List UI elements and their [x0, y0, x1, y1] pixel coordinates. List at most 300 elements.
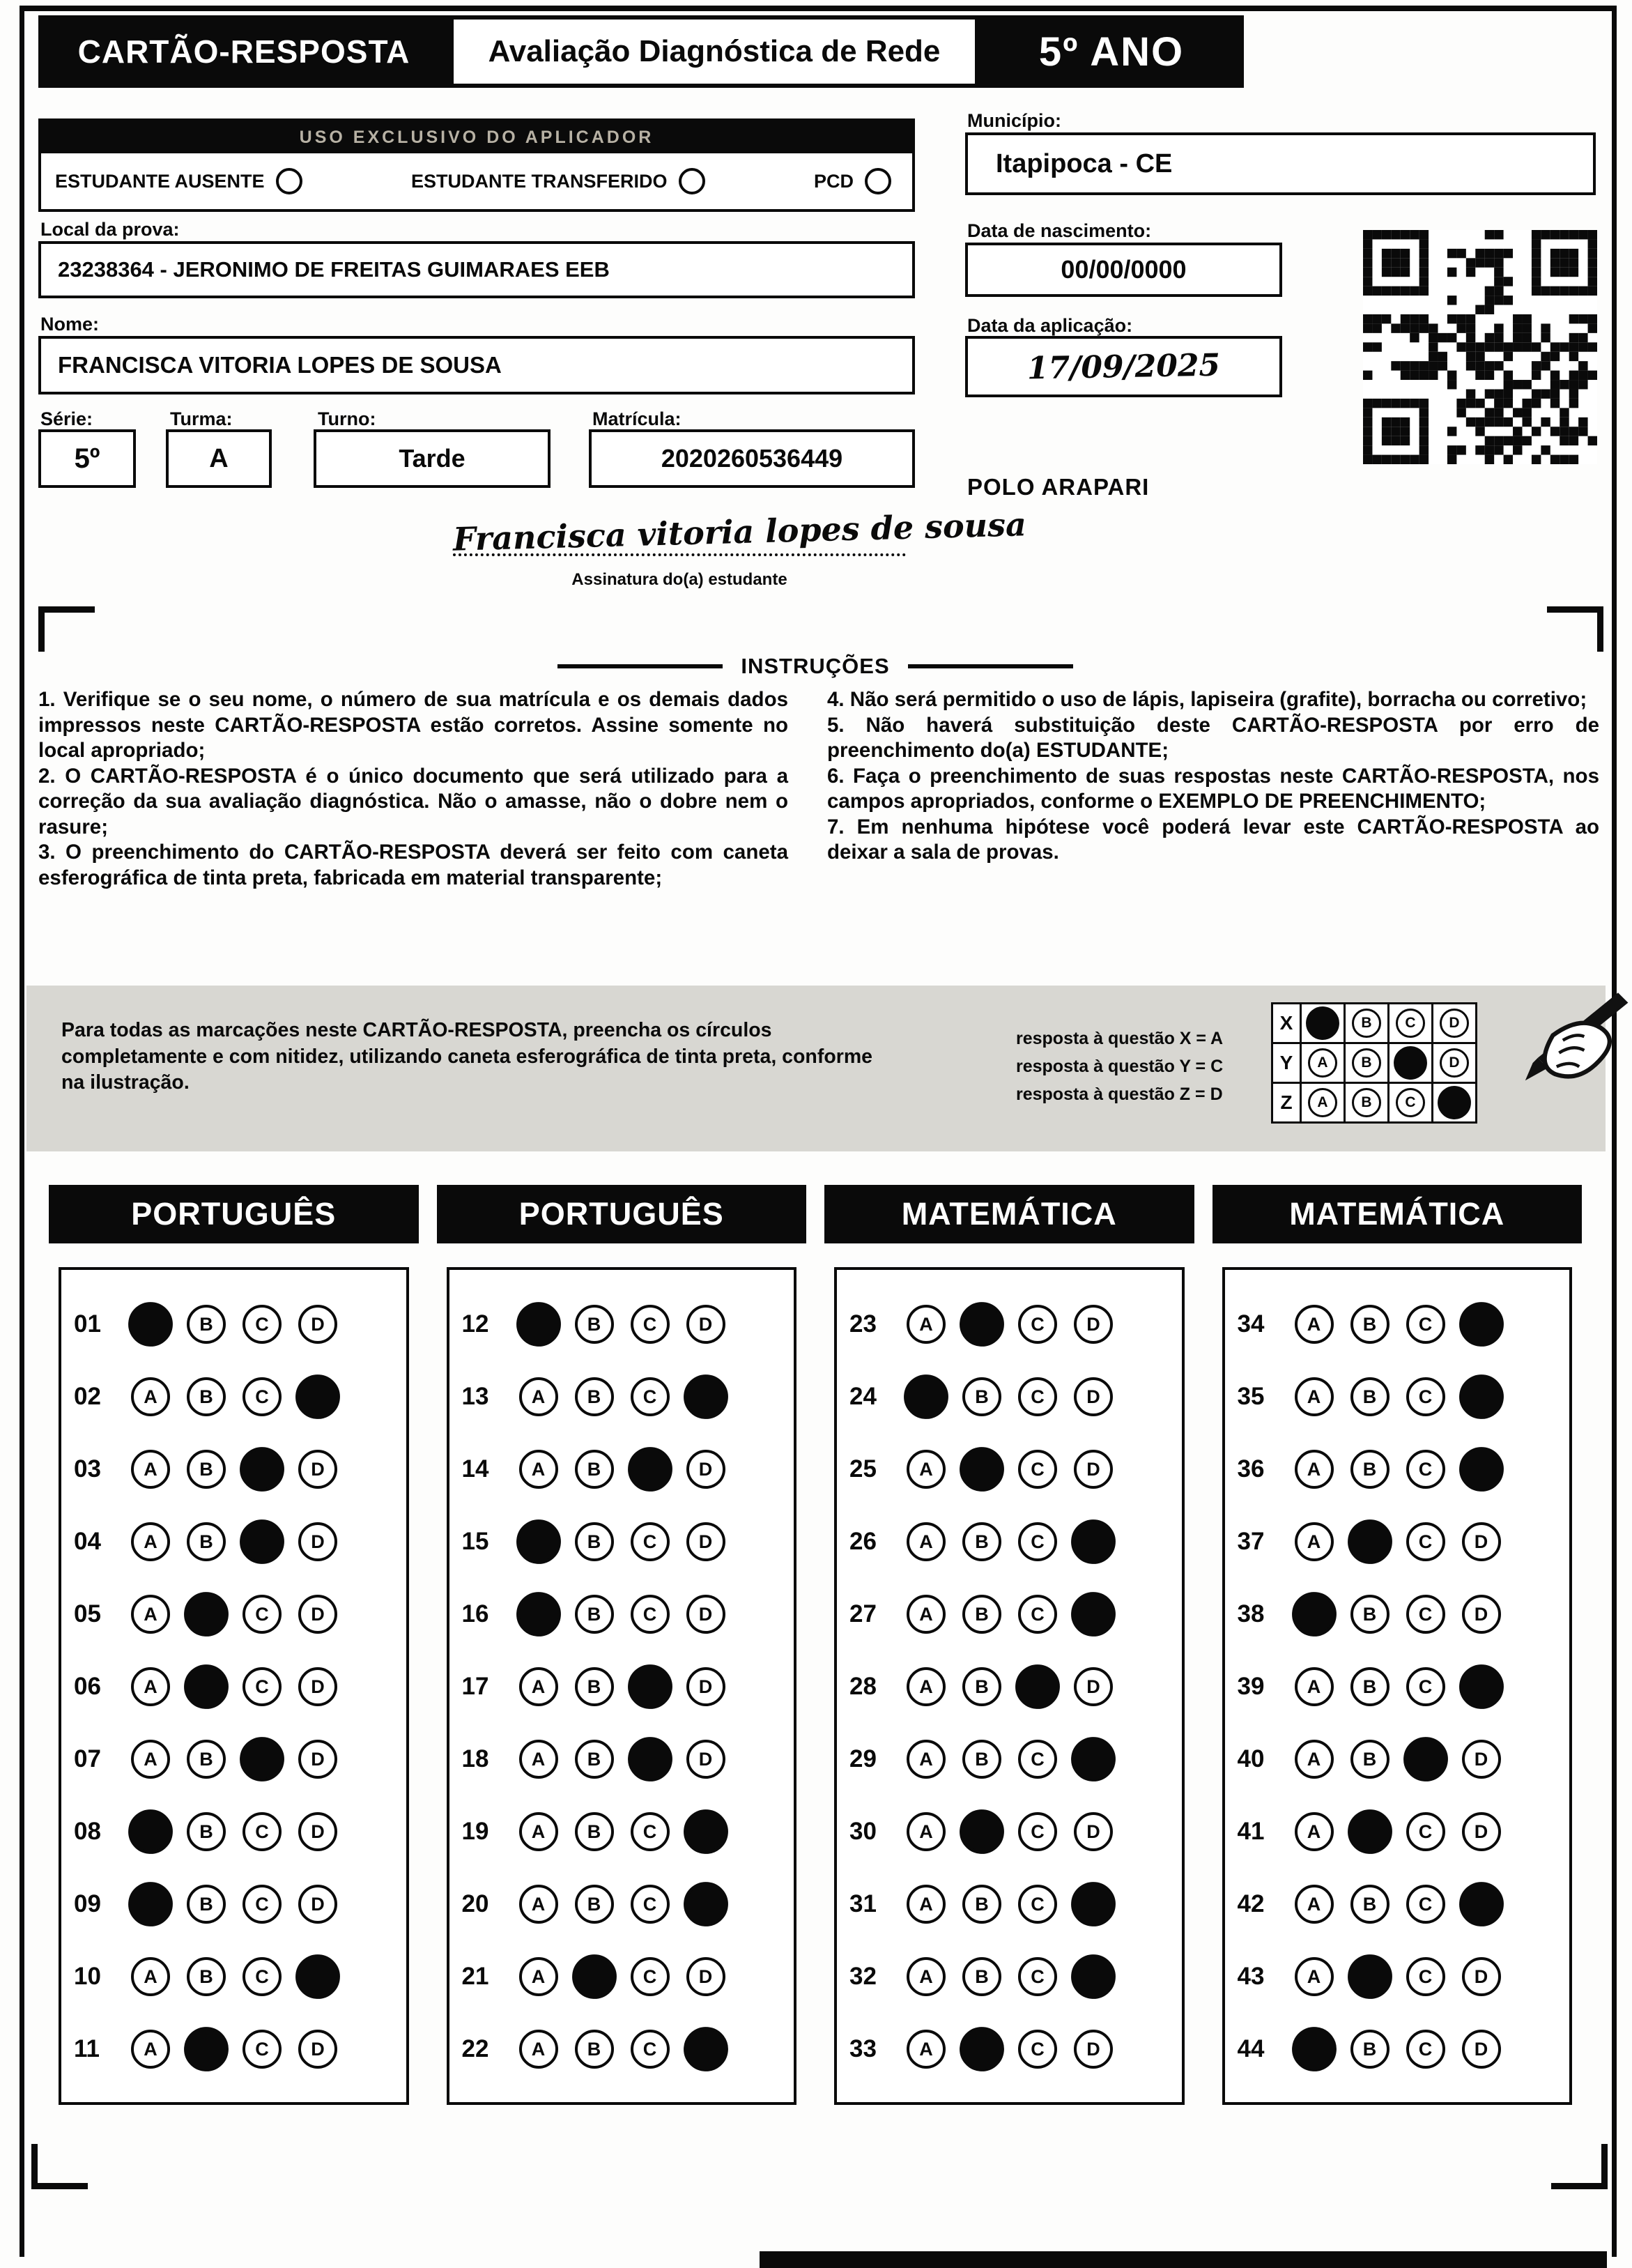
answer-bubble-A[interactable]: A [1295, 1740, 1334, 1779]
answer-bubble-D[interactable]: D [1462, 1812, 1501, 1851]
answer-bubble-D[interactable]: D [1462, 1957, 1501, 1996]
answer-bubble-C[interactable]: C [1406, 1812, 1445, 1851]
question-row [849, 1361, 1182, 1433]
answer-bubble-B[interactable]: B [1350, 2030, 1389, 2069]
question-number: 15 [461, 1528, 489, 1555]
answer-bubble-B[interactable]: B [1350, 1450, 1389, 1489]
example-bubble-D[interactable]: D [1440, 1009, 1469, 1038]
answer-bubble-A[interactable]: A [907, 1885, 946, 1924]
applicator-option-circle[interactable] [679, 168, 705, 194]
answer-bubble-C[interactable] [1401, 1735, 1449, 1783]
answer-bubble-A[interactable]: A [1295, 1450, 1334, 1489]
answer-bubble-A[interactable]: A [1295, 1522, 1334, 1561]
question-row [74, 2013, 406, 2085]
answer-bubble-B[interactable] [1346, 1517, 1394, 1565]
answer-grid [834, 1267, 1185, 2105]
answer-bubble-D[interactable]: D [686, 1957, 725, 1996]
question-row [74, 1723, 406, 1795]
answer-bubble-A[interactable]: A [1295, 1305, 1334, 1344]
instruction-item: 7. Em nenhuma hipótese você poderá levar este CARTÃO-RESPOSTA ao deixar a sala de provas. [827, 815, 1599, 864]
answer-bubble-A[interactable]: A [907, 1595, 946, 1634]
question-row [74, 1361, 406, 1433]
answer-bubble-A[interactable] [1290, 1590, 1338, 1638]
answer-bubble-B[interactable]: B [962, 1377, 1001, 1416]
answer-bubble-A[interactable]: A [519, 1740, 558, 1779]
answer-bubble-B[interactable] [182, 2025, 230, 2073]
answer-bubble-C[interactable]: C [243, 1305, 282, 1344]
answer-bubble-C[interactable]: C [631, 2030, 670, 2069]
answer-bubble-D[interactable]: D [298, 1667, 337, 1706]
question-row [1238, 1940, 1570, 2013]
applicator-option-circle[interactable] [865, 168, 891, 194]
applicator-box-title: USO EXCLUSIVO DO APLICADOR [41, 121, 912, 153]
answer-bubble-C[interactable] [626, 1735, 674, 1783]
example-legend [1016, 1025, 1223, 1108]
answer-bubble-B[interactable] [1346, 1952, 1394, 2000]
answer-bubble-A[interactable]: A [1295, 1812, 1334, 1851]
question-number: 33 [849, 2035, 877, 2062]
answer-bubble-D[interactable]: D [298, 1812, 337, 1851]
answer-bubble-B[interactable]: B [187, 1885, 226, 1924]
answer-bubble-A[interactable]: A [519, 1377, 558, 1416]
answer-bubble-D[interactable]: D [1462, 1740, 1501, 1779]
answer-section [1213, 1185, 1583, 2105]
answer-bubble-A[interactable] [126, 1300, 174, 1348]
question-number: 12 [461, 1310, 489, 1338]
answer-bubble-A[interactable]: A [907, 1740, 946, 1779]
answer-bubble-B[interactable]: B [1350, 1885, 1389, 1924]
answer-bubble-B[interactable]: B [962, 1885, 1001, 1924]
answer-bubble-D[interactable]: D [686, 1522, 725, 1561]
answer-bubble-A[interactable]: A [131, 1595, 170, 1634]
answer-bubble-A[interactable]: A [131, 1667, 170, 1706]
answer-bubble-D[interactable] [682, 1372, 730, 1420]
answer-bubble-C[interactable]: C [1018, 2030, 1057, 2069]
instruction-item: 5. Não haverá substituição deste CARTÃO-RESPOSTA por erro de preenchimento do(a) ESTUDANTE; [827, 713, 1599, 763]
question-row [74, 1288, 406, 1361]
instruction-item: 4. Não será permitido o uso de lápis, lapiseira (grafite), borracha ou corretivo; [827, 688, 1587, 711]
example-bubble-A[interactable]: A [1308, 1048, 1337, 1078]
question-number: 16 [461, 1600, 489, 1627]
question-number: 02 [74, 1383, 101, 1410]
answer-bubble-A[interactable]: A [907, 1450, 946, 1489]
answer-bubble-D[interactable] [1457, 1300, 1505, 1348]
answer-bubble-C[interactable]: C [1018, 1305, 1057, 1344]
question-row [74, 1650, 406, 1723]
question-number: 36 [1237, 1455, 1265, 1482]
answer-bubble-A[interactable]: A [131, 1377, 170, 1416]
answer-bubble-B[interactable] [957, 1807, 1006, 1855]
answer-bubble-A[interactable]: A [907, 1957, 946, 1996]
question-number: 05 [74, 1600, 101, 1627]
answer-bubble-B[interactable]: B [187, 1450, 226, 1489]
answer-bubble-B[interactable]: B [1350, 1305, 1389, 1344]
nome-label: Nome: [40, 314, 100, 335]
answer-bubble-C[interactable]: C [1018, 1885, 1057, 1924]
instruction-item: 2. O CARTÃO-RESPOSTA é o único documento que será utilizado para a correção da sua avaliação diagnóstica. Não o amasse, não o dobre nem o rasure; [38, 764, 788, 838]
answer-bubble-C[interactable]: C [1406, 1377, 1445, 1416]
answer-bubble-C[interactable]: C [243, 1377, 282, 1416]
answer-bubble-A[interactable]: A [519, 1885, 558, 1924]
answer-bubble-B[interactable]: B [575, 1377, 614, 1416]
example-row-label: X [1271, 1002, 1302, 1044]
answer-grid [59, 1267, 409, 2105]
answer-bubble-D[interactable]: D [686, 1305, 725, 1344]
answer-bubble-D[interactable] [293, 1372, 341, 1420]
question-number: 10 [74, 1963, 101, 1990]
example-bubble-B[interactable]: B [1352, 1048, 1381, 1078]
crop-mark-top-left [38, 606, 95, 652]
applicator-option-circle[interactable] [276, 168, 302, 194]
question-number: 11 [74, 2035, 100, 2062]
answer-bubble-A[interactable]: A [1295, 1885, 1334, 1924]
answer-bubble-D[interactable]: D [1462, 2030, 1501, 2069]
answer-bubble-A[interactable] [1290, 2025, 1338, 2073]
answer-bubble-A[interactable] [514, 1590, 562, 1638]
answer-section-title: PORTUGUÊS [49, 1185, 419, 1243]
answer-bubble-A[interactable] [126, 1880, 174, 1928]
answer-bubble-B[interactable]: B [962, 1522, 1001, 1561]
answer-bubble-C[interactable]: C [1406, 1595, 1445, 1634]
answer-bubble-A[interactable]: A [131, 1450, 170, 1489]
question-number: 40 [1237, 1745, 1265, 1772]
answer-bubble-B[interactable]: B [187, 1522, 226, 1561]
answer-bubble-D[interactable] [1457, 1662, 1505, 1710]
answer-bubble-C[interactable] [238, 1735, 286, 1783]
answer-bubble-C[interactable]: C [1406, 1305, 1445, 1344]
example-bubble-A[interactable]: A [1308, 1088, 1337, 1117]
answer-bubble-D[interactable]: D [1074, 1812, 1113, 1851]
question-row [462, 1650, 794, 1723]
question-number: 25 [849, 1455, 877, 1482]
answer-bubble-C[interactable]: C [631, 1595, 670, 1634]
answer-bubble-C[interactable]: C [631, 1812, 670, 1851]
question-row [462, 1505, 794, 1578]
question-number: 37 [1237, 1528, 1265, 1555]
answer-bubble-B[interactable]: B [962, 1957, 1001, 1996]
question-row [849, 1650, 1182, 1723]
answer-bubble-C[interactable]: C [631, 1305, 670, 1344]
nascimento-label: Data de nascimento: [967, 220, 1152, 241]
answer-bubble-C[interactable] [626, 1445, 674, 1493]
local-prova-label: Local da prova: [40, 219, 180, 240]
question-row [849, 1505, 1182, 1578]
question-number: 27 [849, 1600, 877, 1627]
question-number: 43 [1237, 1963, 1265, 1990]
header [38, 15, 1244, 88]
answer-bubble-C[interactable]: C [243, 1812, 282, 1851]
answer-bubble-D[interactable] [1069, 1735, 1117, 1783]
crop-mark-bottom-left [31, 2144, 88, 2189]
answer-bubble-B[interactable] [570, 1952, 618, 2000]
answer-bubble-A[interactable]: A [907, 1667, 946, 1706]
fill-example-panel [26, 986, 1606, 1151]
answer-bubble-D[interactable] [1457, 1372, 1505, 1420]
answer-bubble-B[interactable]: B [187, 1305, 226, 1344]
matricula-field: 2020260536449 [589, 429, 915, 488]
answer-bubble-B[interactable]: B [575, 1885, 614, 1924]
answer-bubble-A[interactable] [902, 1372, 950, 1420]
example-legend-line: resposta à questão X = A [1016, 1029, 1224, 1048]
answer-bubble-D[interactable]: D [298, 1885, 337, 1924]
answer-bubble-C[interactable]: C [1406, 1522, 1445, 1561]
question-number: 29 [849, 1745, 877, 1772]
answer-bubble-C[interactable] [626, 1662, 674, 1710]
aplicacao-field [965, 336, 1282, 397]
answer-bubble-C[interactable]: C [243, 1885, 282, 1924]
example-cell [1431, 1002, 1477, 1044]
answer-bubble-D[interactable] [293, 1952, 341, 2000]
answer-section-title: MATEMÁTICA [824, 1185, 1194, 1243]
answer-bubble-A[interactable]: A [907, 2030, 946, 2069]
answer-bubble-C[interactable]: C [631, 1377, 670, 1416]
answers-area [49, 1185, 1582, 2105]
serie-field: 5º [38, 429, 136, 488]
question-row [849, 1433, 1182, 1505]
answer-bubble-B[interactable]: B [1350, 1595, 1389, 1634]
applicator-box [38, 118, 915, 212]
answer-bubble-C[interactable]: C [1018, 1595, 1057, 1634]
answer-bubble-B[interactable]: B [575, 1812, 614, 1851]
answer-bubble-A[interactable]: A [907, 1305, 946, 1344]
answer-bubble-B[interactable]: B [1350, 1377, 1389, 1416]
example-bubble-B[interactable]: B [1352, 1088, 1381, 1117]
example-bubble-B[interactable]: B [1352, 1009, 1381, 1038]
answer-bubble-C[interactable]: C [631, 1522, 670, 1561]
example-bubble-C[interactable]: C [1396, 1009, 1425, 1038]
answer-bubble-D[interactable] [1457, 1880, 1505, 1928]
answer-bubble-D[interactable]: D [1074, 1450, 1113, 1489]
answer-bubble-C[interactable]: C [1406, 1667, 1445, 1706]
answer-bubble-B[interactable]: B [575, 1522, 614, 1561]
answer-bubble-C[interactable]: C [1018, 1377, 1057, 1416]
answer-bubble-A[interactable]: A [131, 1957, 170, 1996]
answer-bubble-B[interactable]: B [1350, 1740, 1389, 1779]
question-row [849, 1940, 1182, 2013]
answer-bubble-C[interactable]: C [631, 1957, 670, 1996]
question-number: 13 [461, 1383, 489, 1410]
answer-bubble-D[interactable] [682, 1807, 730, 1855]
answer-bubble-D[interactable] [1457, 1445, 1505, 1493]
answer-bubble-D[interactable]: D [298, 2030, 337, 2069]
answer-bubble-B[interactable]: B [187, 1740, 226, 1779]
crop-mark-bottom-right [1551, 2144, 1608, 2189]
example-cell [1431, 1042, 1477, 1084]
answer-bubble-A[interactable]: A [131, 1522, 170, 1561]
answer-bubble-B[interactable]: B [575, 1305, 614, 1344]
answer-bubble-A[interactable]: A [907, 1522, 946, 1561]
answer-bubble-C[interactable]: C [1406, 2030, 1445, 2069]
answer-bubble-D[interactable] [1069, 1590, 1117, 1638]
question-number: 01 [74, 1310, 101, 1338]
answer-bubble-D[interactable] [682, 2025, 730, 2073]
question-row [849, 1723, 1182, 1795]
answer-bubble-D[interactable] [1069, 1952, 1117, 2000]
answer-bubble-B[interactable] [957, 1445, 1006, 1493]
answer-bubble-C[interactable]: C [1018, 1812, 1057, 1851]
question-row [1238, 1723, 1570, 1795]
question-row [849, 1288, 1182, 1361]
instructions-columns [38, 687, 1599, 891]
answer-bubble-A[interactable]: A [1295, 1667, 1334, 1706]
answer-bubble-D[interactable]: D [686, 1595, 725, 1634]
answer-bubble-D[interactable]: D [1074, 2030, 1113, 2069]
answer-bubble-A[interactable] [514, 1517, 562, 1565]
example-row-label: Y [1271, 1042, 1302, 1084]
answer-bubble-C[interactable] [238, 1445, 286, 1493]
answer-bubble-B[interactable]: B [575, 1450, 614, 1489]
answer-bubble-D[interactable]: D [686, 1667, 725, 1706]
question-number: 07 [74, 1745, 101, 1772]
bottom-registration-bar [760, 2251, 1607, 2268]
answer-bubble-A[interactable] [514, 1300, 562, 1348]
answer-bubble-B[interactable] [182, 1590, 230, 1638]
answer-bubble-B[interactable] [957, 1300, 1006, 1348]
example-bubble-C[interactable]: C [1396, 1088, 1425, 1117]
answer-bubble-D[interactable] [1069, 1517, 1117, 1565]
answer-bubble-B[interactable]: B [575, 1667, 614, 1706]
answer-section [49, 1185, 419, 2105]
instructions-left [38, 687, 788, 891]
answer-bubble-B[interactable]: B [187, 1812, 226, 1851]
answer-bubble-B[interactable] [1346, 1807, 1394, 1855]
answer-bubble-D[interactable] [682, 1880, 730, 1928]
answer-bubble-A[interactable]: A [519, 2030, 558, 2069]
question-number: 03 [74, 1455, 101, 1482]
answer-bubble-B[interactable]: B [575, 2030, 614, 2069]
answer-bubble-A[interactable]: A [519, 1450, 558, 1489]
answer-bubble-C[interactable]: C [1018, 1740, 1057, 1779]
instructions-title-text: INSTRUÇÕES [741, 654, 890, 678]
question-number: 09 [74, 1890, 101, 1917]
answer-bubble-B[interactable] [182, 1662, 230, 1710]
example-legend-line: resposta à questão Z = D [1016, 1085, 1223, 1104]
example-cell [1387, 1002, 1433, 1044]
answer-bubble-C[interactable]: C [1018, 1957, 1057, 1996]
example-cell [1300, 1082, 1346, 1124]
answer-bubble-B[interactable]: B [1350, 1667, 1389, 1706]
answer-bubble-B[interactable]: B [575, 1740, 614, 1779]
answer-bubble-C[interactable]: C [243, 1957, 282, 1996]
answer-bubble-C[interactable]: C [1406, 1450, 1445, 1489]
answer-bubble-B[interactable]: B [962, 1667, 1001, 1706]
answer-bubble-B[interactable]: B [187, 1377, 226, 1416]
answer-bubble-D[interactable]: D [686, 1740, 725, 1779]
matricula-label: Matrícula: [592, 408, 682, 429]
answer-bubble-C[interactable]: C [243, 2030, 282, 2069]
question-row [462, 1723, 794, 1795]
grade-label: 5º ANO [979, 15, 1244, 88]
question-row [462, 1288, 794, 1361]
question-row [74, 1505, 406, 1578]
answer-bubble-C[interactable]: C [243, 1595, 282, 1634]
question-number: 22 [461, 2035, 489, 2062]
answer-bubble-B[interactable]: B [187, 1957, 226, 1996]
answer-bubble-B[interactable] [957, 2025, 1006, 2073]
answer-bubble-D[interactable]: D [1462, 1522, 1501, 1561]
question-number: 39 [1237, 1673, 1265, 1700]
question-number: 20 [461, 1890, 489, 1917]
nascimento-field: 00/00/0000 [965, 243, 1282, 297]
example-bubble-D[interactable] [1436, 1085, 1472, 1121]
answer-bubble-C[interactable]: C [1406, 1885, 1445, 1924]
answer-bubble-D[interactable]: D [686, 1450, 725, 1489]
answer-bubble-D[interactable]: D [298, 1450, 337, 1489]
answer-bubble-D[interactable]: D [1074, 1305, 1113, 1344]
question-number: 41 [1237, 1818, 1265, 1845]
answer-bubble-B[interactable]: B [962, 1595, 1001, 1634]
answer-bubble-A[interactable]: A [519, 1667, 558, 1706]
answer-bubble-D[interactable]: D [298, 1305, 337, 1344]
example-cell [1431, 1082, 1477, 1124]
example-row-label: Z [1271, 1082, 1302, 1124]
question-row [1238, 2013, 1570, 2085]
answer-bubble-A[interactable]: A [131, 2030, 170, 2069]
question-number: 38 [1237, 1600, 1265, 1627]
answer-bubble-A[interactable] [126, 1807, 174, 1855]
example-bubble-A[interactable] [1304, 1005, 1341, 1041]
answer-bubble-D[interactable]: D [1074, 1667, 1113, 1706]
answer-bubble-A[interactable]: A [907, 1812, 946, 1851]
example-cell [1300, 1002, 1346, 1044]
answer-section [437, 1185, 807, 2105]
turno-field: Tarde [314, 429, 551, 488]
answer-bubble-A[interactable]: A [1295, 1957, 1334, 1996]
answer-section-title: MATEMÁTICA [1213, 1185, 1583, 1243]
question-number: 17 [461, 1673, 489, 1700]
crop-mark-top-right [1547, 606, 1603, 652]
answer-bubble-A[interactable]: A [519, 1812, 558, 1851]
applicator-option-label: ESTUDANTE AUSENTE [55, 170, 265, 192]
question-number: 06 [74, 1673, 101, 1700]
answer-bubble-A[interactable]: A [131, 1740, 170, 1779]
answer-bubble-C[interactable]: C [243, 1667, 282, 1706]
answer-bubble-B[interactable]: B [575, 1595, 614, 1634]
answer-bubble-C[interactable]: C [1018, 1522, 1057, 1561]
qr-code [1363, 230, 1597, 464]
example-cell [1344, 1002, 1389, 1044]
answer-bubble-A[interactable]: A [519, 1957, 558, 1996]
answer-bubble-C[interactable] [238, 1517, 286, 1565]
answer-bubble-A[interactable]: A [1295, 1377, 1334, 1416]
answer-bubble-D[interactable]: D [298, 1740, 337, 1779]
applicator-option-label: ESTUDANTE TRANSFERIDO [411, 170, 668, 192]
assessment-title: Avaliação Diagnóstica de Rede [449, 15, 979, 88]
answer-bubble-C[interactable]: C [1406, 1957, 1445, 1996]
question-row [1238, 1361, 1570, 1433]
answer-bubble-C[interactable]: C [1018, 1450, 1057, 1489]
example-cell [1300, 1042, 1346, 1084]
answer-bubble-B[interactable]: B [962, 1740, 1001, 1779]
question-row [1238, 1578, 1570, 1650]
answer-bubble-D[interactable]: D [298, 1595, 337, 1634]
polo-label: POLO ARAPARI [967, 474, 1150, 500]
question-row [849, 1795, 1182, 1868]
answer-bubble-C[interactable]: C [631, 1885, 670, 1924]
answer-bubble-C[interactable] [1013, 1662, 1061, 1710]
answer-bubble-D[interactable] [1069, 1880, 1117, 1928]
answer-bubble-D[interactable]: D [1074, 1377, 1113, 1416]
answer-bubble-D[interactable]: D [298, 1522, 337, 1561]
example-bubble-D[interactable]: D [1440, 1048, 1469, 1078]
signature-line[interactable] [452, 505, 1027, 558]
turma-field: A [166, 429, 272, 488]
signature-label: Assinatura do(a) estudante [571, 570, 787, 589]
question-row [462, 1578, 794, 1650]
answer-bubble-D[interactable]: D [1462, 1595, 1501, 1634]
example-bubble-C[interactable] [1392, 1045, 1429, 1081]
serie-label: Série: [40, 408, 93, 429]
